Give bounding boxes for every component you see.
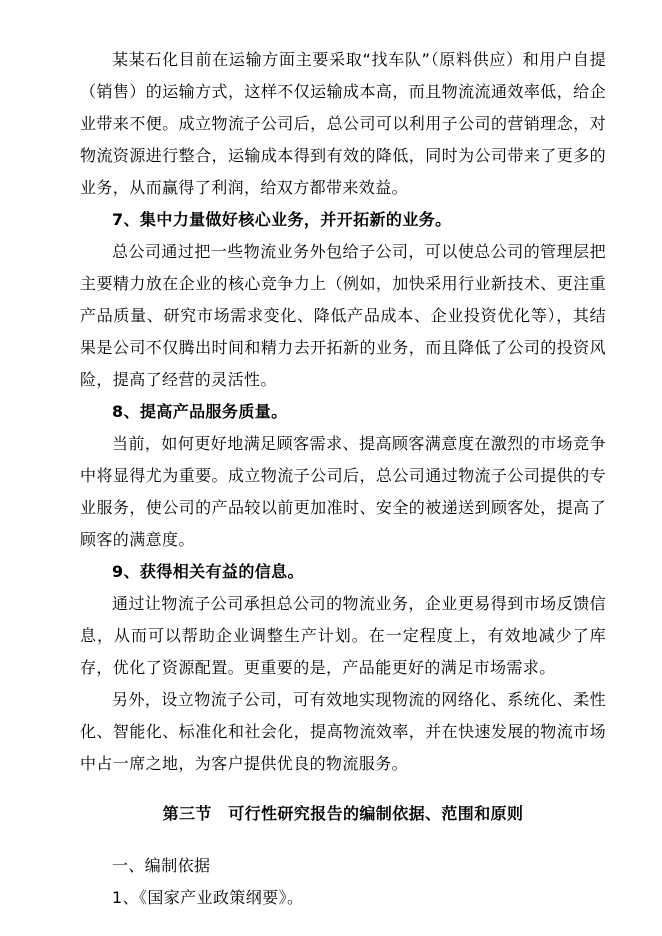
paragraph-conclusion: 另外，设立物流子公司，可有效地实现物流的网络化、系统化、柔性化、智能化、标准化和社会化，提高物流效率，并在快速发展的物流市场中占一席之地，为客户提供优良的物流服务。 [80, 690, 606, 773]
heading-item-7: 7、集中力量做好核心业务，并开拓新的业务。 [112, 210, 452, 229]
list-item-policy: 1、《国家产业政策纲要》。 [112, 888, 304, 907]
subheading-basis: 一、编制依据 [112, 856, 211, 875]
paragraph-market-info: 通过让物流子公司承担总公司的物流业务，企业更易得到市场反馈信息，从而可以帮助企业调整生产计划。在一定程度上，有效地减少了库存，优化了资源配置。更重要的是，产品能更好的满足市场需求。 [80, 594, 606, 677]
section-title: 第三节 可行性研究报告的编制依据、范围和原则 [162, 804, 524, 823]
document-page [80, 44, 606, 914]
heading-item-9: 9、获得相关有益的信息。 [112, 562, 304, 581]
paragraph-service-quality: 当前，如何更好地满足顾客需求、提高顾客满意度在激烈的市场竞争中将显得尤为重要。成立物流子公司后，总公司通过物流子公司提供的专业服务，使公司的产品较以前更加准时、安全的被递送到顾客处，提高了顾客的满意度。 [80, 434, 606, 549]
heading-item-8: 8、提高产品服务质量。 [112, 402, 288, 421]
paragraph-transport: 某某石化目前在运输方面主要采取“找车队”（原料供应）和用户自提（销售）的运输方式，这样不仅运输成本高，而且物流流通效率低，给企业带来不便。成立物流子公司后，总公司可以利用子公司的营销理念，对物流资源进行整合，运输成本得到有效的降低，同时为公司带来了更多的业务，从而赢得了利润，给双方都带来效益。 [80, 50, 606, 197]
paragraph-core-business: 总公司通过把一些物流业务外包给子公司，可以使总公司的管理层把主要精力放在企业的核心竞争力上（例如，加快采用行业新技术、更注重产品质量、研究市场需求变化、降低产品成本、企业投资优化等），其结果是公司不仅腾出时间和精力去开拓新的业务，而且降低了公司的投资风险，提高了经营的灵活性。 [80, 242, 606, 389]
spacer [80, 832, 606, 850]
